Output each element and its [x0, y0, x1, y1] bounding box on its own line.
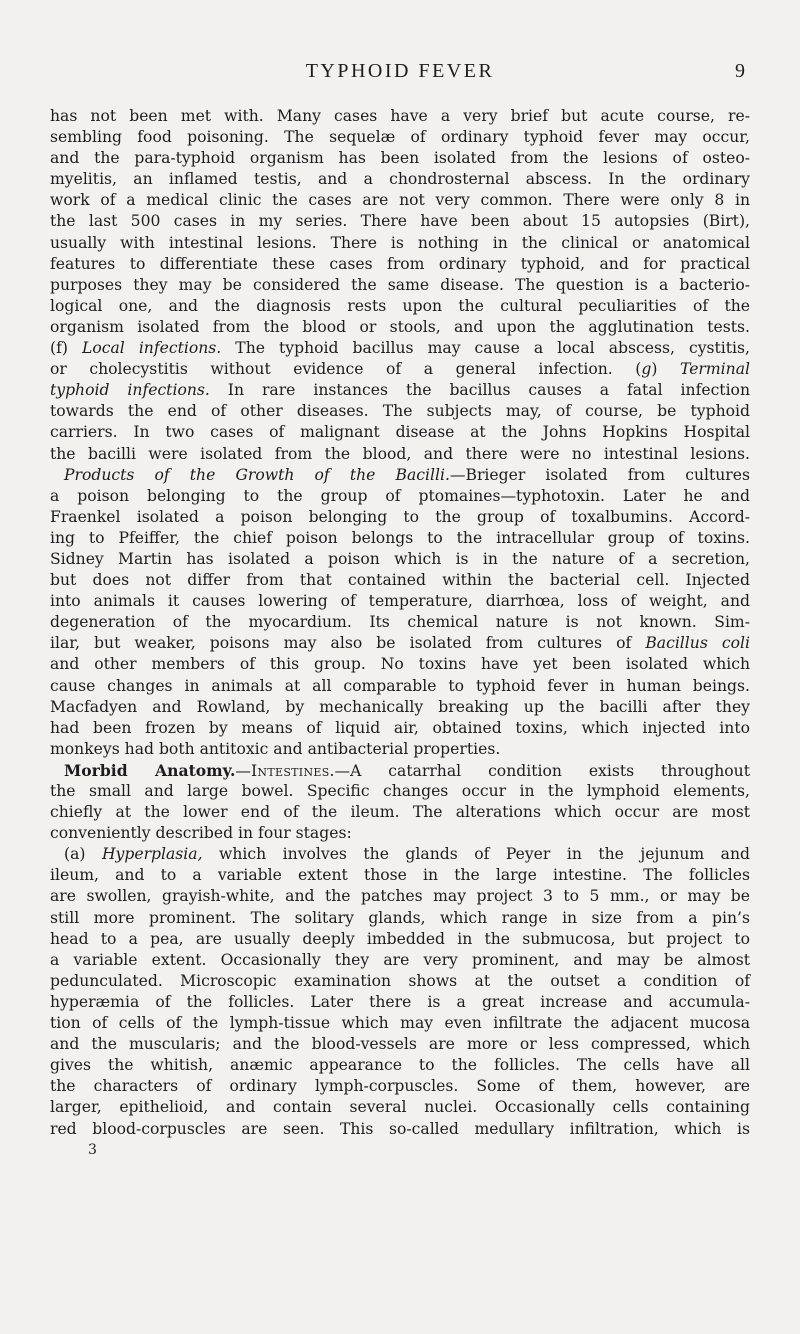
text-line: gives the whitish, anæmic appearance to the follicles. The cells have all [50, 1056, 750, 1075]
text-line: hyperæmia of the follicles. Later there is a great increase and accumula- [50, 992, 750, 1011]
text-line: organism isolated from the blood or stools, and upon the agglutination tests. [50, 317, 750, 336]
text-line: into animals it causes lowering of temperature, diarrhœa, loss of weight, and [50, 592, 750, 611]
text-line: and the muscularis; and the blood-vessels are more or less compressed, which [50, 1035, 750, 1054]
text-line: purposes they may be considered the same disease. The question is a bacterio- [50, 275, 750, 294]
text-line: pedunculated. Microscopic examination shows at the outset a condition of [50, 971, 750, 990]
text-line: chiefly at the lower end of the ileum. The alterations which occur are most [50, 803, 750, 822]
text-line: usually with intestinal lesions. There is nothing in the clinical or anatomical [50, 233, 750, 252]
text-line: features to differentiate these cases from ordinary typhoid, and for practical [50, 254, 750, 273]
text-line: head to a pea, are usually deeply imbedded in the submucosa, but project to [50, 929, 750, 948]
text-run: .—A catarrhal condition exists throughout [329, 761, 750, 780]
text-line: the last 500 cases in my series. There have been about 15 autopsies (Birt), [50, 212, 750, 231]
text-line: sembling food poisoning. The sequelæ of ordinary typhoid fever may occur, [50, 128, 750, 147]
text-run: ilar, but weaker, poisons may also be isolated from cultures of [50, 634, 646, 653]
text-line: the bacilli were isolated from the blood, and there were no intestinal lesions. [50, 444, 750, 463]
text-line: a poison belonging to the group of ptomaines—typhotoxin. Later he and [50, 486, 750, 505]
text-line [50, 338, 750, 359]
running-head [0, 60, 800, 88]
text-line: carriers. In two cases of malignant disease at the Johns Hopkins Hospital [50, 423, 750, 442]
body-text [50, 106, 750, 1160]
text-line: logical one, and the diagnosis rests upon the cultural peculiarities of the [50, 296, 750, 315]
text-line: the small and large bowel. Specific changes occur in the lymphoid elements, [50, 782, 750, 800]
section-heading-local-infections: Local infections. [82, 339, 222, 358]
text-line [50, 633, 750, 654]
text-line: conveniently described in four stages: [50, 824, 352, 843]
text-line: Sidney Martin has isolated a poison which is in the nature of a secretion, [50, 549, 750, 568]
text-line: work of a medical clinic the cases are not very common. There were only 8 in [50, 191, 750, 210]
text-line: are swollen, grayish-white, and the patches may project 3 to 5 mm., or may be [50, 887, 750, 906]
text-line: cause changes in animals at all comparable to typhoid fever in human beings. [50, 676, 750, 695]
text-line: has not been met with. Many cases have a very brief but acute course, re- [50, 107, 750, 125]
text-run: g [641, 360, 652, 379]
text-run: In rare instances the bacillus causes a fatal infection [209, 381, 750, 400]
text-line [50, 359, 750, 380]
text-line: but does not differ from that contained within the bacterial cell. Injected [50, 571, 750, 590]
text-line: red blood-corpuscles are seen. This so-called medullary infiltration, which is [50, 1119, 750, 1138]
subheading-intestines: Intestines [250, 761, 330, 780]
page-number: 9 [735, 60, 745, 82]
text-line: Fraenkel isolated a poison belonging to the group of toxalbumins. Accord- [50, 507, 750, 526]
text-line: ileum, and to a variable extent those in the large intestine. The follicles [50, 866, 750, 885]
subheading-hyperplasia: Hyperplasia, [101, 845, 203, 864]
text-run: —Brieger isolated from cultures [449, 465, 750, 484]
text-run: — [235, 761, 251, 780]
text-line: still more prominent. The solitary glands, which range in size from a pin’s [50, 908, 750, 927]
text-line: ing to Pfeiffer, the chief poison belongs to the intracellular group of toxins. [50, 528, 750, 547]
text-line: degeneration of the myocardium. Its chemical nature is not known. Sim- [50, 613, 750, 632]
text-line: tion of cells of the lymph-tissue which may even infiltrate the adjacent mucosa [50, 1014, 750, 1033]
text-line: had been frozen by means of liquid air, obtained toxins, which injected into [50, 718, 750, 737]
section-heading-terminal-infections: Terminal [680, 360, 750, 379]
text-line: Macfadyen and Rowland, by mechanically breaking up the bacilli after they [50, 697, 750, 716]
text-line: a variable extent. Occasionally they are very prominent, and may be almost [50, 950, 750, 969]
signature-mark: 3 [88, 1141, 97, 1158]
text-line [50, 760, 750, 781]
section-heading-morbid-anatomy: Morbid Anatomy. [64, 760, 236, 780]
text-run: (a) [64, 845, 102, 864]
species-name: Bacillus coli [645, 634, 750, 653]
text-line: and the para-typhoid organism has been isolated from the lesions of osteo- [50, 149, 750, 168]
section-heading-products: Products of the Growth of the Bacilli. [64, 465, 450, 484]
text-run: The typhoid bacillus may cause a local abscess, cystitis, [221, 339, 750, 358]
text-run: (f) [50, 339, 82, 358]
text-run: ) [651, 360, 681, 379]
text-line [50, 380, 750, 401]
text-line: towards the end of other diseases. The subjects may, of course, be typhoid [50, 402, 750, 421]
text-line: monkeys had both antitoxic and antibacterial properties. [50, 739, 501, 758]
text-line: myelitis, an inflamed testis, and a chondrosternal abscess. In the ordinary [50, 170, 750, 189]
text-line [50, 844, 750, 865]
text-line: larger, epithelioid, and contain several nuclei. Occasionally cells containing [50, 1098, 750, 1117]
running-title: TYPHOID FEVER [305, 60, 495, 82]
text-line [50, 465, 750, 486]
text-line: the characters of ordinary lymph-corpuscles. Some of them, however, are [50, 1077, 750, 1096]
section-heading-terminal-infections-cont: typhoid infections. [50, 381, 210, 400]
text-run: which involves the glands of Peyer in the jejunum and [202, 845, 751, 864]
text-run: or cholecystitis without evidence of a general infection. ( [50, 360, 642, 379]
text-line: and other members of this group. No toxins have yet been isolated which [50, 655, 750, 674]
